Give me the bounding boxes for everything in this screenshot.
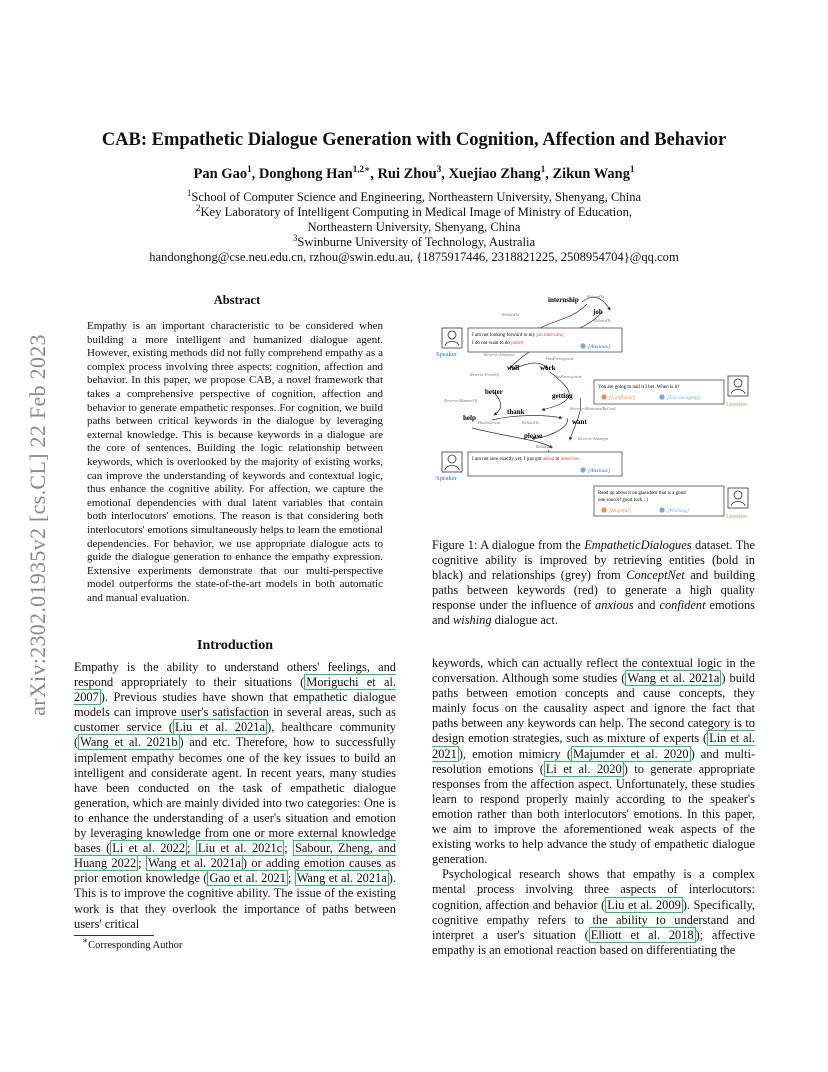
arxiv-id: arXiv:2302.01935v2 [cs.CL] 22 Feb 2023: [25, 334, 50, 716]
edge-label: HasPrerequisite: [554, 374, 582, 379]
citation-link[interactable]: Liu et al. 2021a: [175, 720, 266, 735]
body-text: ) build paths between emotion concepts and cause concepts, they mainly focus on the causality aspect and ignore the fact that paths between any keywords can help. The second category is to design emotion strategies, such as mixture of experts (: [432, 671, 755, 746]
edge-label: Reverse-FormOf: [470, 372, 499, 377]
role-label: Listener: [726, 513, 748, 520]
citation-link[interactable]: Wang et al. 2021a: [627, 671, 720, 686]
emotion-tag: [Confident]: [609, 395, 635, 401]
citation-link[interactable]: Sabour, Zheng, and Huang 2022: [74, 841, 397, 871]
edge-label: RelatedTo: [502, 312, 520, 317]
body-text: ). Specifically, cognitive empathy refers to the ability to understand and interpret a user's situation (: [432, 897, 756, 942]
edge-label: HasPrerequisite: [546, 356, 574, 361]
body-text: ;: [187, 841, 196, 856]
citation-link[interactable]: Li et al. 2020: [545, 761, 622, 776]
emotion-tag: [Anxious]: [588, 344, 610, 350]
body-text: ) and etc. Therefore, how to successfully implement empathy becomes one of the key issues to build an intelligent and considerate agent. In recent years, many studies have been conducted on the task of empathetic dialogue generation, which are mainly divided into two categories: One is to enhance the understanding of a user's situation and emotion by leveraging knowledge from one or more external knowledge bases (: [74, 735, 397, 856]
citation-link[interactable]: Gao et al. 2021: [209, 871, 286, 886]
node-label: internship: [548, 296, 579, 304]
node-label: want: [572, 418, 587, 426]
act-tag: [Encouraging]: [667, 395, 700, 401]
svg-text:I do not want to do poorly: I do not want to do poorly: [472, 341, 525, 346]
body-text: ). Previous studies have shown that empathetic dialogue models can improve user's satisfaction in several areas, such as customer service (: [74, 690, 396, 735]
edge-label: RelatedTo: [536, 444, 554, 449]
node-label: well: [507, 364, 520, 372]
edge-label: Reverse-MotivatedByGoal: [570, 406, 616, 411]
node-label: work: [540, 364, 556, 372]
role-label: Speaker: [436, 351, 457, 358]
edge-label: Reverse-Antonym: [578, 436, 609, 441]
author-emails: handonghong@cse.neu.edu.cn, rzhou@swin.edu.au, {1875917446, 2318821225, 2508954704}@qq.com: [149, 250, 679, 264]
figure-caption: Figure 1: A dialogue from the EmpatheticDialogues dataset. The cognitive ability is improved by retrieving entities (bold in black) and relationships (grey) from ConceptNet and building paths between keywords (red) to generate a high quality response under the influence of anxious and confident emotions and wishing dialogue act.: [432, 538, 756, 628]
body-text: ;: [284, 841, 294, 856]
node-label: better: [485, 388, 503, 396]
abstract-heading: Abstract: [213, 293, 261, 307]
intro-column-right: [432, 656, 755, 958]
body-text: Psychological research shows that empathy is a complex mental process involving three aspects of interlocutors: cognition, affection and behavior (: [432, 867, 755, 912]
act-tag: [Wishing]: [667, 508, 690, 514]
affiliation: $^2$Key Laboratory of Intelligent Computing in Medical Image of Ministry of Education,: [195, 202, 633, 219]
author: Zikun Wang$^1$: [552, 164, 635, 182]
citation-link[interactable]: Wang et al. 2021b: [80, 735, 178, 750]
node-label: job: [593, 308, 603, 316]
body-text: ) and multi-resolution emotions (: [432, 746, 756, 776]
figure-1: [432, 290, 758, 525]
arxiv-sidebar: [14, 290, 62, 760]
node-label: getting: [552, 392, 573, 400]
section-heading: Introduction: [197, 638, 273, 653]
utterance-text: one source! good luck : ): [598, 498, 648, 503]
paragraph: [432, 867, 755, 958]
utterance-text: Read up about it on glassdoor that is a good: [598, 491, 686, 496]
body-text: ;: [138, 856, 146, 871]
role-label: Listener: [726, 401, 748, 408]
citation-link[interactable]: Elliott et al. 2018: [590, 927, 694, 942]
listener-avatar-icon: [728, 376, 748, 396]
body-text: Empathy is the ability to understand others' feelings, and respond appropriately to their situations (: [74, 660, 396, 690]
emotion-tag: [Anxious]: [588, 468, 610, 474]
citation-link[interactable]: Liu et al. 2021c: [197, 841, 283, 856]
edge-label: Reverse-Antonym: [484, 352, 515, 357]
body-text: ;: [287, 871, 295, 886]
paragraph: [432, 656, 755, 867]
body-text: keywords, which can actually reflect the contextual logic in the conversation. Although some studies (: [432, 656, 755, 686]
citation-link[interactable]: Wang et al. 2021a: [147, 856, 241, 871]
citation-link[interactable]: Majumder et al. 2020: [572, 746, 689, 761]
listener-avatar-icon: [728, 488, 748, 508]
footnote: ∗Corresponding Author: [82, 935, 183, 951]
abstract-text: Empathy is an important characteristic to be considered when building a more intelligent and humanized dialogue agent. However, existing methods did not fully comprehend empathy as a complex process involving three aspects: cognition, affection and behavior. In this paper, we propose CAB, a novel framework that takes a comprehensive perspective of cognition, affection and behavior to generate empathetic responses. For cognition, we build paths between critical keywords in the dialogue by leveraging external knowledge. This is because keywords in a dialogue are the core of sentences. Building the logic relationship between keywords, which is overlooked by the majority of existing works, can improve the understanding of keywords and contextual logic, thus enhance the cognitive ability. For affection, we capture the emotional dependencies with dual latent variables that contain both interlocutors' emotions. The reason is that considering both interlocutors' emotions simultaneously helps to learn the emotional dependencies. For behavior, we use appropriate dialogue acts to guide the dialogue generation to enhance the empathy expression. Extensive experiments demonstrate that our multi-perspective model outperforms the state-of-the-art models in both automatic and manual evaluation.: [87, 320, 383, 604]
edge-label: RelatedTo: [587, 294, 605, 299]
citation-link[interactable]: Wang et al. 2021a: [296, 871, 387, 886]
author: Rui Zhou$^3$: [377, 164, 442, 182]
citation-link[interactable]: Lin et al. 2021: [432, 731, 755, 761]
affiliation: Northeastern University, Shenyang, China: [307, 220, 521, 234]
body-text: ), emotion mimicry (: [458, 746, 571, 761]
intro-column-left: [74, 660, 396, 932]
body-text: ) or adding emotion causes as prior emotion knowledge (: [74, 856, 397, 886]
citation-link[interactable]: Li et al. 2022: [112, 841, 186, 856]
author: Pan Gao$^1$: [193, 164, 252, 182]
svg-text:I am not sure exactly yet, I j: I am not sure exactly yet, I just got asked to interview: [472, 457, 580, 462]
edge-label: HasSubevent: [478, 420, 501, 425]
author: Xuejiao Zhang$^1$: [448, 164, 546, 182]
emotion-tag: [Hopeful]: [609, 508, 631, 514]
body-text: ); affective empathy is an emotional reaction based on differentiating the: [432, 927, 755, 957]
speaker-avatar-icon: [442, 452, 462, 472]
node-label: please: [524, 432, 543, 440]
svg-text:I am not looking forward to my: I am not looking forward to my job interview,: [472, 333, 564, 338]
body-text: ), healthcare community (: [74, 720, 397, 750]
citation-link[interactable]: Liu et al. 2009: [607, 897, 681, 912]
citation-link[interactable]: Moriguchi et al. 2007: [74, 675, 396, 705]
node-label: help: [463, 414, 476, 422]
utterance-text: You are going to nail it I bet. When is it?: [598, 385, 680, 390]
body-text: ) to generate appropriate responses from the affection aspect. Unfortunately, these studies learn to respond properly mainly according to the speaker's emotion rather than both interlocutors' emotions. In this paper, we aim to improve the aforementioned weak aspects of the existing works to help advance the study of empathetic dialogue generation.: [432, 761, 755, 867]
body-text: ). This is to improve the cognitive ability. The issue of the existing work is that they overlook the importance of paths between users' critical: [74, 871, 396, 931]
author: Donghong Han$^{1,2∗}$: [258, 164, 371, 182]
paper-title: CAB: Empathetic Dialogue Generation with Cognition, Affection and Behavior: [101, 130, 727, 150]
role-label: Speaker: [436, 475, 457, 482]
affiliation: $^3$Swinburne University of Technology, Australia: [292, 232, 536, 249]
affiliation: $^1$School of Computer Science and Engineering, Northeastern University, Shenyang, China: [186, 187, 642, 204]
edge-label: RelatedTo: [522, 420, 540, 425]
node-label: thank: [507, 408, 525, 416]
speaker-avatar-icon: [442, 328, 462, 348]
edge-label: Reverse-MannerOf: [444, 398, 477, 403]
author-list: Pan Gao$^1$, Donghong Han$^{1,2∗}$, Rui Zhou$^3$, Xuejiao Zhang$^1$, Zikun Wang$^1$: [193, 164, 635, 182]
edge-label: RelatedTo: [594, 318, 612, 323]
